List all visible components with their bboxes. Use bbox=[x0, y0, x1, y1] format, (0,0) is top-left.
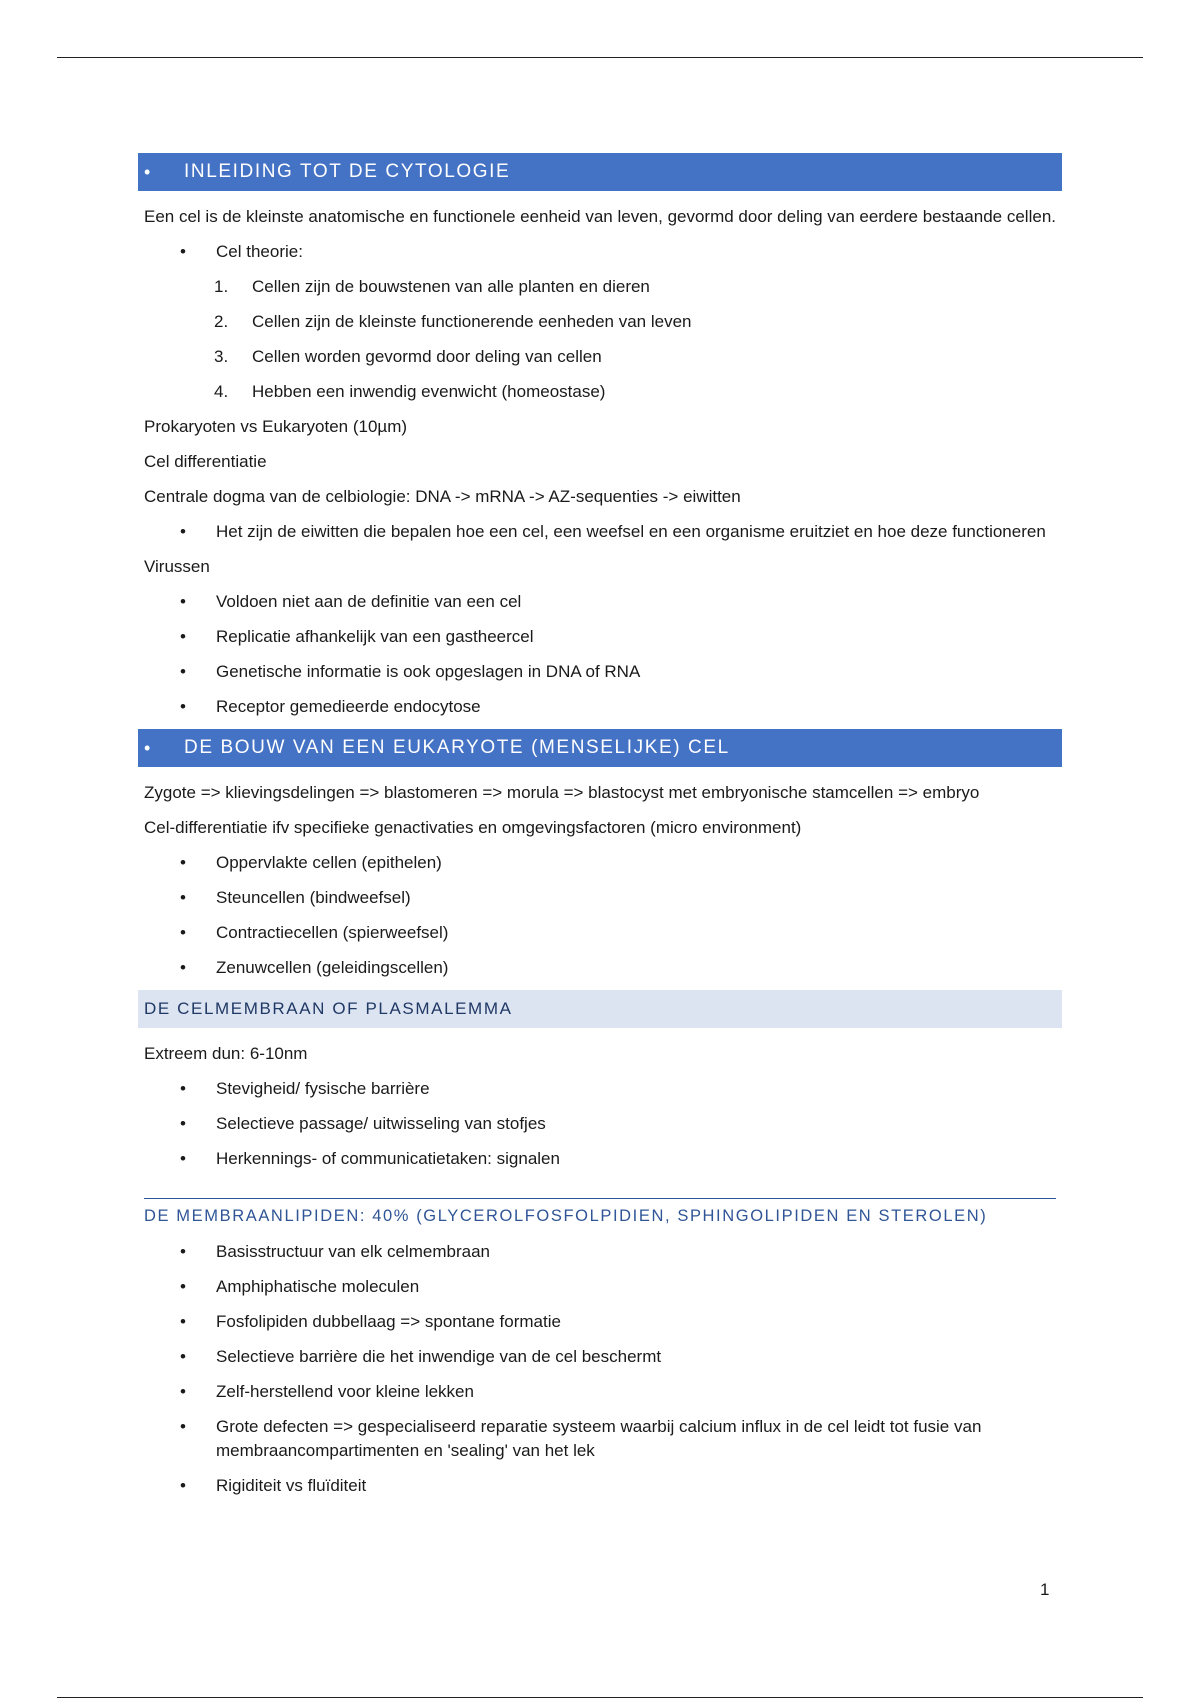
celmembraan-list bbox=[138, 1077, 1062, 1171]
membraanlipiden-list bbox=[138, 1240, 1062, 1498]
list-item: 2. Cellen zijn de kleinste functionerende eenheden van leven bbox=[214, 312, 692, 331]
list-item: • Herkennings- of communicatietaken: signalen bbox=[180, 1149, 560, 1168]
heading-rule bbox=[144, 1198, 1056, 1199]
virussen-list bbox=[138, 590, 1062, 719]
list-item: • Receptor gemedieerde endocytose bbox=[180, 697, 481, 716]
list-item: • Rigiditeit vs fluïditeit bbox=[180, 1476, 367, 1495]
list-item: 1. Cellen zijn de bouwstenen van alle planten en dieren bbox=[214, 277, 650, 296]
list-item: • Selectieve passage/ uitwisseling van stofjes bbox=[180, 1114, 546, 1133]
heading-inleiding bbox=[138, 153, 1062, 191]
list-item: • Zenuwcellen (geleidingscellen) bbox=[180, 958, 449, 977]
footer-rule bbox=[57, 1697, 1143, 1698]
heading-celmembraan bbox=[138, 990, 1062, 1028]
list-item: • Fosfolipiden dubbellaag => spontane formatie bbox=[180, 1312, 561, 1331]
page-number: 1 bbox=[1040, 1580, 1050, 1599]
list-item: 3. Cellen worden gevormd door deling van cellen bbox=[214, 347, 602, 366]
heading-text: DE CELMEMBRAAN OF PLASMALEMMA bbox=[144, 999, 513, 1018]
zygote-line: Zygote => klievingsdelingen => blastomeren => morula => blastocyst met embryonische stamcellen => embryo bbox=[144, 783, 980, 802]
prokaryoten-line: Prokaryoten vs Eukaryoten (10µm) bbox=[144, 417, 408, 436]
list-item: 4. Hebben een inwendig evenwicht (homeostase) bbox=[214, 382, 606, 401]
list-item: • Contractiecellen (spierweefsel) bbox=[180, 923, 449, 942]
list-item: • Genetische informatie is ook opgeslagen in DNA of RNA bbox=[180, 662, 641, 681]
intro-paragraph: Een cel is de kleinste anatomische en functionele eenheid van leven, gevormd door deling van eerdere bestaande cellen. bbox=[144, 207, 1056, 226]
virussen-line: Virussen bbox=[144, 557, 210, 576]
list-item: • Replicatie afhankelijk van een gastheercel bbox=[180, 627, 534, 646]
list-item: • Cel theorie: bbox=[180, 242, 303, 261]
list-item: • Steuncellen (bindweefsel) bbox=[180, 888, 411, 907]
list-item: • Oppervlakte cellen (epithelen) bbox=[180, 853, 442, 872]
list-item: • Het zijn de eiwitten die bepalen hoe een cel, een weefsel en een organisme eruitziet en hoe deze functioneren bbox=[180, 522, 1046, 541]
list-item: • Grote defecten => gespecialiseerd reparatie systeem waarbij calcium influx in de cel leidt tot fusie van membraancompartimenten en 'sealing' van het lek bbox=[180, 1417, 982, 1460]
cel-differentiatie-line: Cel differentiatie bbox=[144, 452, 267, 471]
list-item: • Amphiphatische moleculen bbox=[180, 1277, 420, 1296]
heading-membraanlipiden: DE MEMBRAANLIPIDEN: 40% (GLYCEROLFOSFOLPIDIEN, SPHINGOLIPIDEN EN STEROLEN) bbox=[144, 1207, 988, 1225]
centrale-dogma-line: Centrale dogma van de celbiologie: DNA -> mRNA -> AZ-sequenties -> eiwitten bbox=[144, 487, 741, 506]
celdiff-line: Cel-differentiatie ifv specifieke genactivaties en omgevingsfactoren (micro environment) bbox=[144, 818, 802, 837]
dogma-list bbox=[138, 520, 1062, 544]
header-rule bbox=[57, 57, 1143, 58]
list-item: • Selectieve barrière die het inwendige van de cel beschermt bbox=[180, 1347, 662, 1366]
dun-line: Extreem dun: 6-10nm bbox=[144, 1044, 308, 1063]
list-item: • Voldoen niet aan de definitie van een cel bbox=[180, 592, 522, 611]
cel-theorie-numbered bbox=[138, 275, 1062, 404]
heading-bouw-eukaryote bbox=[138, 729, 1062, 767]
heading-text: DE BOUW VAN EEN EUKARYOTE (MENSELIJKE) CEL bbox=[184, 737, 730, 758]
document-body bbox=[138, 153, 1062, 1509]
list-item: • Stevigheid/ fysische barrière bbox=[180, 1079, 430, 1098]
list-item: • Zelf-herstellend voor kleine lekken bbox=[180, 1382, 474, 1401]
celdiff-list bbox=[138, 851, 1062, 980]
list-item: • Basisstructuur van elk celmembraan bbox=[180, 1242, 491, 1261]
heading-bullet: • bbox=[144, 737, 152, 758]
heading-bullet: • bbox=[144, 161, 152, 182]
heading-text: INLEIDING TOT DE CYTOLOGIE bbox=[184, 161, 511, 182]
cel-theorie-list bbox=[138, 240, 1062, 264]
